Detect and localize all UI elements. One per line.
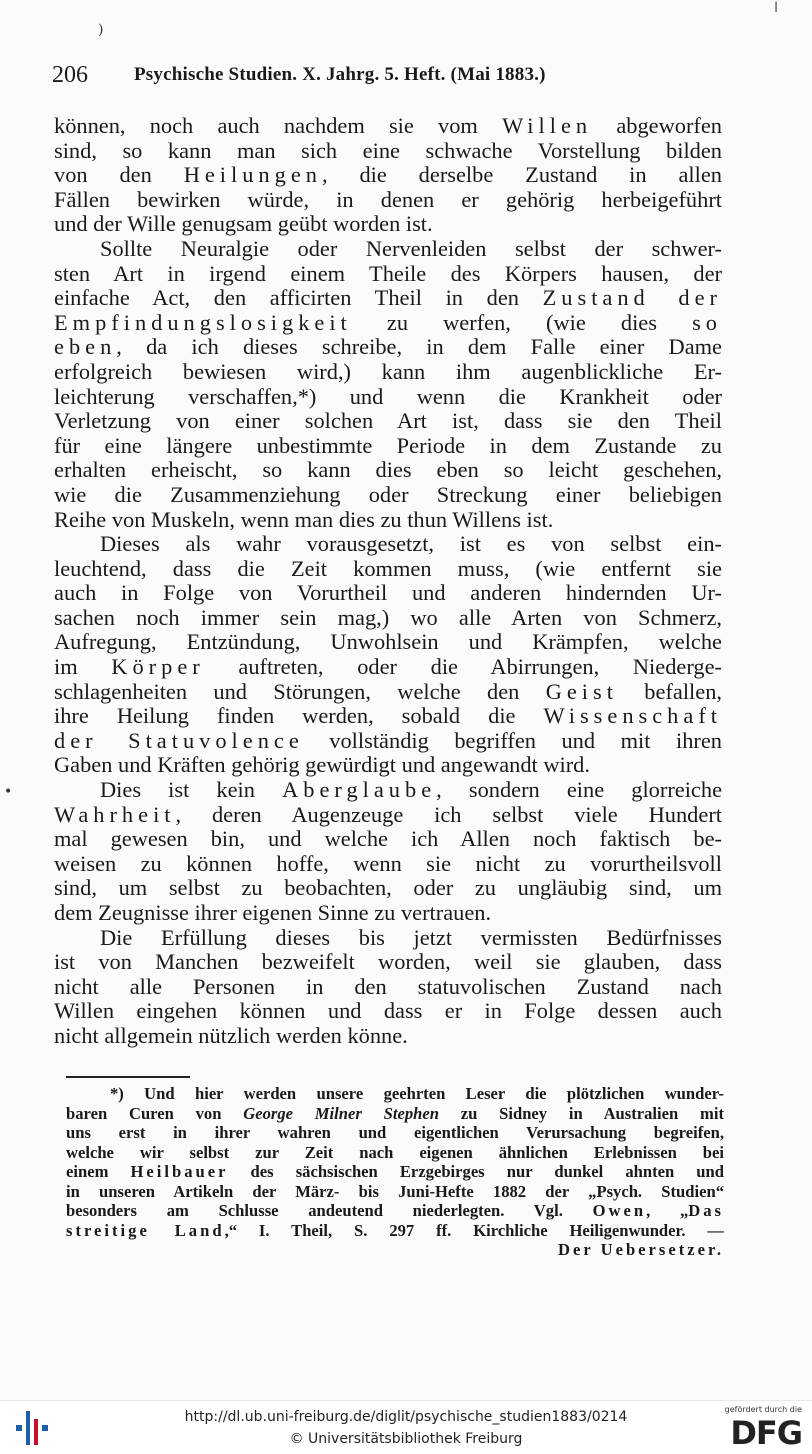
text-run: leuchtend, dass die Zeit kommen muss, (wie entfernt sie	[54, 555, 722, 581]
text-run: , „	[646, 1201, 689, 1220]
text-line	[54, 458, 722, 483]
text-run: Dies ist kein	[100, 777, 283, 803]
text-run: Willen eingehen können und dass er in Folge dessen auch	[54, 998, 722, 1024]
text-line	[54, 409, 722, 434]
text-run: *) Und hier werden unsere geehrten Leser die plötzlichen wunder-	[110, 1084, 724, 1103]
italic-name: George Milner Stephen	[243, 1103, 439, 1123]
text-line	[54, 188, 722, 213]
text-line	[54, 483, 722, 508]
scan-mark: ǀ	[774, 0, 779, 16]
spaced-emphasis: der Statuvolence	[54, 727, 304, 753]
text-line	[54, 704, 722, 729]
footnote-line	[66, 1240, 724, 1260]
text-line	[54, 606, 722, 631]
text-line	[54, 114, 722, 139]
body-text	[54, 114, 722, 1049]
text-line	[54, 262, 722, 287]
text-run: nicht alle Personen in den statuvolischen Zustand nach	[54, 973, 722, 999]
text-run: dem Zeugnisse ihrer eigenen Sinne zu vertrauen.	[54, 900, 492, 925]
page-header	[52, 62, 752, 92]
text-line	[54, 999, 722, 1024]
text-run: von den	[54, 162, 184, 188]
dfg-logo	[718, 1405, 802, 1451]
spaced-emphasis: Heilbauer	[130, 1162, 229, 1181]
text-run: schlagenheiten und Störungen, welche den	[54, 678, 546, 704]
text-run: des sächsischen Erzgebirges nur dunkel ahnten und	[228, 1162, 724, 1181]
text-line	[54, 680, 722, 705]
footnote-line	[66, 1162, 724, 1182]
text-run: sind, so kann man sich eine schwache Vorstellung bilden	[54, 137, 722, 163]
text-run: Aufregung, Entzündung, Unwohlsein und Krämpfen, welche	[54, 629, 722, 655]
text-run: leichterung verschaffen,*) und wenn die Krankheit oder	[54, 383, 722, 409]
text-run: besonders am Schlusse andeutend niederlegten. Vgl.	[66, 1201, 593, 1220]
spaced-emphasis: Heilungen	[183, 162, 322, 188]
text-run: ,“ I. Theil, S. 297 ff. Kirchliche Heiligenwunder. —	[224, 1220, 725, 1240]
text-run: Reihe von Muskeln, wenn man dies zu thun Willens ist.	[54, 506, 554, 532]
footnote-line	[66, 1084, 724, 1104]
text-line	[54, 778, 722, 803]
text-line	[54, 557, 722, 582]
text-run: für eine längere unbestimmte Periode in dem Zustande zu	[54, 432, 722, 458]
text-run: baren Curen von	[66, 1103, 244, 1123]
text-line	[54, 827, 722, 852]
text-line	[54, 753, 722, 778]
text-run: und der Wille genugsam geübt worden ist.	[54, 211, 433, 237]
spaced-emphasis: Der Uebersetzer.	[558, 1240, 724, 1259]
footer-copyright: © Universitätsbibliothek Freiburg	[289, 1431, 523, 1447]
text-run: welche wir selbst zur Zeit nach eigenen ähnlichen Erlebnissen bei	[66, 1142, 724, 1162]
spaced-emphasis: Wahrheit	[54, 801, 176, 827]
footnote-line	[66, 1201, 724, 1221]
text-line	[54, 360, 722, 385]
text-run: nicht allgemein nützlich werden könne.	[54, 1022, 408, 1048]
dfg-logo-text: DFG	[730, 1414, 802, 1452]
text-run: Die Erfüllung dieses bis jetzt vermissten Bedürfnisses	[100, 924, 722, 950]
footnote-line	[66, 1104, 724, 1124]
text-line	[54, 852, 722, 877]
text-run: Sollte Neuralgie oder Nervenleiden selbst der schwer-	[100, 235, 722, 261]
text-line	[54, 139, 722, 164]
spaced-emphasis: streitige Land	[66, 1220, 225, 1240]
text-line	[54, 581, 722, 606]
text-run: einfache Act, den afficirten Theil in den	[54, 285, 543, 311]
spaced-emphasis: Zustand der	[542, 285, 722, 311]
running-title: Psychische Studien. X. Jahrg. 5. Heft. (Mai 1883.)	[134, 64, 546, 85]
text-run: Dieses als wahr vorausgesetzt, ist es von selbst ein-	[100, 531, 722, 557]
text-run: Gaben und Kräften gehörig gewürdigt und angewandt wird.	[54, 752, 590, 778]
text-line	[54, 803, 722, 828]
text-run: sten Art in irgend einem Theile des Körpers hausen, der	[54, 260, 722, 286]
text-run: können, noch auch nachdem sie vom	[54, 113, 503, 138]
text-line	[54, 286, 722, 311]
text-line	[54, 630, 722, 655]
scan-mark: )	[98, 22, 104, 38]
footnote-line	[66, 1182, 724, 1202]
text-line	[54, 385, 722, 410]
text-run: , die derselbe Zustand in allen	[321, 162, 722, 188]
text-run: , sondern eine glorreiche	[436, 777, 723, 803]
text-run: zu Sidney in Australien mit	[438, 1103, 724, 1123]
text-run: erfolgreich bewiesen wird,) kann ihm augenblickliche Er-	[54, 358, 722, 384]
spaced-emphasis: Empfindungslosigkeit	[54, 309, 352, 335]
text-line	[54, 926, 722, 951]
text-line	[54, 508, 722, 533]
text-run: sachen noch immer sein mag,) wo alle Arten von Schmerz,	[54, 604, 722, 630]
spaced-emphasis: eben	[54, 334, 117, 360]
text-run: auftreten, oder die Abirrungen, Niederge-	[204, 654, 722, 680]
text-run: Verletzung von einer solchen Art ist, dass sie den Theil	[54, 408, 722, 434]
footnote-line	[66, 1123, 724, 1143]
text-run: ist von Manchen bezweifelt worden, weil sie glauben, dass	[54, 949, 722, 975]
text-line	[54, 532, 722, 557]
scan-mark: •	[4, 784, 13, 800]
text-run: in unseren Artikeln der März- bis Juni-Hefte 1882 der „Psych. Studien“	[66, 1181, 724, 1201]
text-line	[54, 237, 722, 262]
page-number: 206	[52, 62, 88, 88]
text-run: befallen,	[617, 678, 722, 704]
text-line	[54, 311, 722, 336]
dfg-tagline: gefördert durch die	[724, 1405, 802, 1414]
text-line	[54, 975, 722, 1000]
text-run: auch in Folge von Vorurtheil und anderen hindernden Ur-	[54, 580, 722, 606]
text-line	[54, 901, 722, 926]
text-run: , da ich dieses schreibe, in dem Falle einer Dame	[116, 334, 722, 360]
text-run: Fällen bewirken würde, in denen er gehörig herbeigeführt	[54, 186, 722, 212]
footer-bar	[0, 1400, 812, 1454]
text-line	[54, 950, 722, 975]
text-line	[54, 1024, 722, 1049]
text-line	[54, 876, 722, 901]
text-run: uns erst in ihrer wahren und eigentlichen Verursachung begreifen,	[66, 1123, 724, 1142]
text-run: erhalten erheischt, so kann dies eben so leicht geschehen,	[54, 457, 722, 483]
text-line	[54, 163, 722, 188]
footnote-line	[66, 1221, 724, 1241]
footnote-line	[66, 1143, 724, 1163]
text-run: zu werfen, (wie dies	[351, 309, 693, 335]
spaced-emphasis: Willen	[502, 113, 593, 138]
text-line	[54, 335, 722, 360]
text-run: wie die Zusammenziehung oder Streckung einer beliebigen	[54, 481, 722, 507]
spaced-emphasis: Körper	[111, 654, 205, 680]
spaced-emphasis: so	[692, 309, 722, 335]
text-run: mal gewesen bin, und welche ich Allen noch faktisch be-	[54, 826, 722, 852]
spaced-emphasis: Wissenschaft	[543, 703, 722, 729]
text-line	[54, 212, 722, 237]
text-run: einem	[66, 1162, 131, 1181]
text-run: , deren Augenzeuge ich selbst viele Hundert	[175, 801, 722, 827]
text-run: im	[54, 654, 112, 680]
footnote-rule	[66, 1076, 190, 1078]
text-run: abgeworfen	[592, 113, 722, 138]
footer-url[interactable]: http://dl.ub.uni-freiburg.de/diglit/psychische_studien1883/0214	[184, 1409, 628, 1425]
spaced-emphasis: Das	[688, 1201, 725, 1220]
text-run: ihre Heilung finden werden, sobald die	[54, 703, 544, 729]
text-line	[54, 729, 722, 754]
spaced-emphasis: Geist	[545, 678, 618, 704]
spaced-emphasis: Aberglaube	[282, 777, 437, 803]
footnote	[66, 1084, 724, 1260]
spaced-emphasis: Owen	[592, 1201, 647, 1220]
text-run: weisen zu können hoffe, wenn sie nicht zu vorurtheilsvoll	[54, 850, 722, 876]
text-line	[54, 434, 722, 459]
text-line	[54, 655, 722, 680]
text-run: vollständig begriffen und mit ihren	[303, 727, 722, 753]
text-run: sind, um selbst zu beobachten, oder zu ungläubig sind, um	[54, 875, 722, 901]
